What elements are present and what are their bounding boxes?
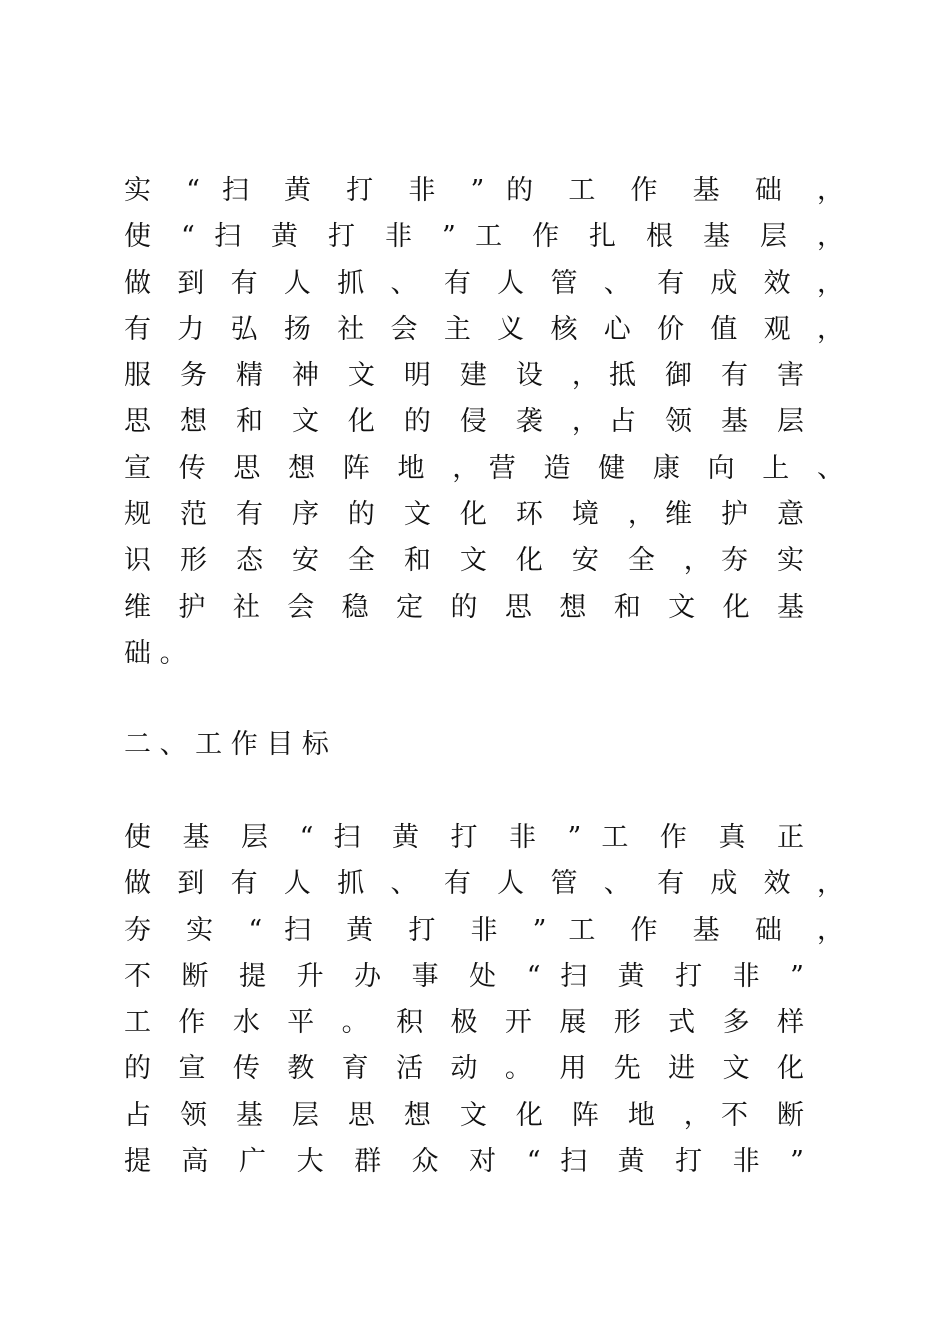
section-heading (124, 722, 844, 768)
paragraph-line: 使 “ 扫 黄 打 非 ” 工 作 扎 根 基 层 ， (124, 221, 844, 253)
paragraph-line: 不 断 提 升 办 事 处 “ 扫 黄 打 非 ” (124, 960, 804, 992)
paragraph-line: 础 。 (124, 637, 187, 669)
paragraph-line: 工 作 水 平 。 积 极 开 展 形 式 多 样 (124, 1007, 804, 1039)
paragraph-line: 占 领 基 层 思 想 文 化 阵 地 ，不 断 (124, 1099, 804, 1131)
paragraph-line: 服 务 精 神 文 明 建 设 ，抵 御 有 害 (124, 360, 804, 392)
paragraph-line: 规 范 有 序 的 文 化 环 境 ，维 护 意 (124, 499, 804, 531)
section-heading-text: 二 、 工 作 目 标 (124, 729, 329, 760)
paragraph-1 (124, 168, 844, 677)
paragraph-line: 思 想 和 文 化 的 侵 袭 ，占 领 基 层 (124, 406, 804, 438)
paragraph-line: 夯 实 “ 扫 黄 打 非 ” 工 作 基 础 ， (124, 914, 844, 946)
paragraph-line: 有 力 弘 扬 社 会 主 义 核 心 价 值 观 ， (124, 313, 844, 345)
paragraph-line: 宣 传 思 想 阵 地 ，营 造 健 康 向 上 、 (124, 452, 844, 484)
paragraph-line: 维 护 社 会 稳 定 的 思 想 和 文 化 基 (124, 591, 804, 623)
paragraph-line: 识 形 态 安 全 和 文 化 安 全 ，夯 实 (124, 545, 804, 577)
paragraph-line: 使 基 层 “ 扫 黄 打 非 ” 工 作 真 正 (124, 822, 804, 853)
paragraph-2 (124, 815, 844, 1185)
paragraph-line: 做 到 有 人 抓 、 有 人 管 、 有 成 效 ， (124, 267, 844, 299)
paragraph-line: 提 高 广 大 群 众 对 “ 扫 黄 打 非 ” (124, 1146, 804, 1178)
paragraph-line: 实 “ 扫 黄 打 非 ” 的 工 作 基 础 ， (124, 175, 844, 206)
paragraph-line: 做 到 有 人 抓 、 有 人 管 、 有 成 效 ， (124, 868, 844, 900)
paragraph-line: 的 宣 传 教 育 活 动 。 用 先 进 文 化 (124, 1053, 804, 1085)
